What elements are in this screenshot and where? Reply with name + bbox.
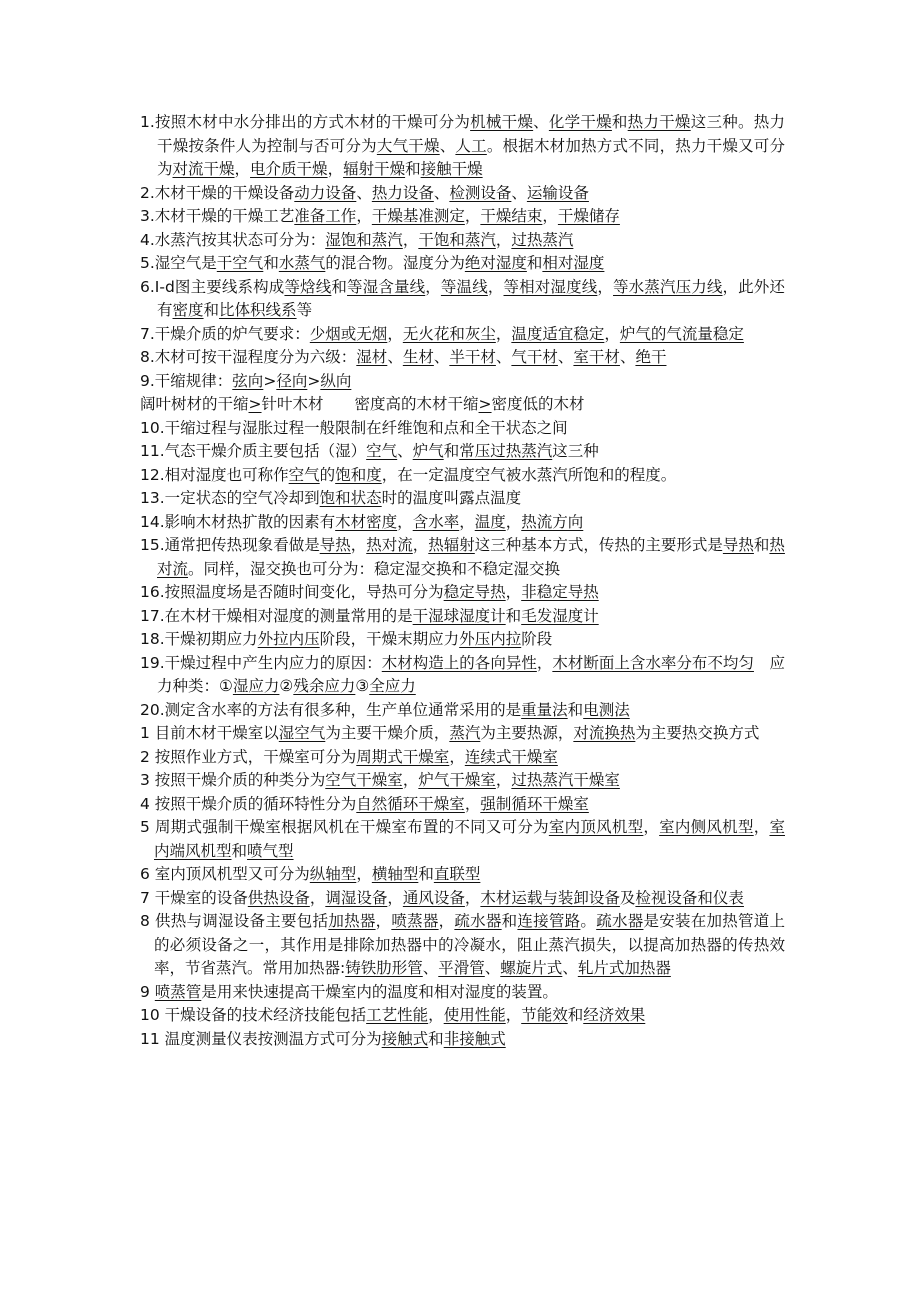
underlined-term: 导热 [319, 536, 351, 554]
underlined-term: 连续式干燥室 [464, 747, 558, 766]
text-run: 的混合物。湿度分为 [325, 254, 465, 272]
underlined-term: > [478, 395, 492, 413]
text-run: ， [387, 888, 403, 907]
underlined-term: 疏水器 [596, 912, 644, 930]
paragraph [140, 205, 785, 229]
text-run: ， [643, 818, 660, 836]
underlined-term: 湿应力 [232, 677, 280, 695]
underlined-term: 等水蒸汽压力线 [613, 277, 723, 296]
underlined-term: 干燥结束 [480, 207, 543, 225]
text-run: 等 [296, 301, 313, 319]
underlined-term: 热对流 [366, 536, 413, 554]
text-run: 为主要热源， [480, 724, 574, 742]
underlined-term: 含水率 [412, 512, 460, 531]
paragraph [140, 816, 785, 863]
text-run: 时的温度叫露点温度 [381, 489, 522, 507]
text-run: 、 [422, 959, 439, 977]
text-run: 3.木材干燥的干燥工艺 [140, 207, 295, 225]
underlined-term: 空气 [366, 442, 398, 460]
underlined-term: 等湿含量线 [347, 277, 426, 296]
text-run: ， [464, 888, 481, 907]
paragraph [140, 769, 785, 793]
text-run: 17.在木材干燥相对湿度的测量常用的是 [140, 606, 413, 625]
text-run: 15.通常把传热现象看做是 [140, 536, 320, 554]
underlined-term: 辐射干燥 [343, 160, 406, 178]
text-run: 19.干燥过程中产生内应力的原因： [140, 653, 382, 672]
paragraph [140, 182, 785, 206]
underlined-term: 径向 [276, 371, 308, 390]
underlined-term: 调湿设备 [325, 888, 388, 907]
text-run: 和 [331, 277, 348, 296]
text-run: 18.干燥初期应力 [140, 630, 258, 648]
text-run: 20.测定含水率的方法有很多种，生产单位通常采用的是 [140, 700, 522, 719]
underlined-term: 非接触式 [443, 1029, 506, 1048]
text-run: ， [495, 771, 512, 789]
text-run: 5.湿空气是 [140, 254, 217, 272]
text-run: ， [542, 207, 558, 225]
paragraph [140, 511, 785, 535]
text-run: 和 [231, 841, 248, 860]
underlined-term: 自然循环干燥室 [356, 794, 465, 813]
underlined-term: 蒸汽 [449, 724, 481, 742]
underlined-term: 接触式 [381, 1029, 429, 1048]
underlined-term: 室内顶风机型 [548, 818, 644, 836]
text-run: 这三种。热力干燥按条件人为控制与否可分为 [157, 113, 785, 155]
underlined-term: 通风设备 [402, 888, 465, 907]
text-run: ， [402, 771, 419, 789]
text-run: 、 [439, 136, 456, 155]
underlined-term: 弦向 [232, 371, 264, 390]
paragraph [140, 581, 785, 605]
underlined-term: 稳定导热 [443, 583, 506, 601]
text-run: 13.一定状态的空气冷却到 [140, 489, 320, 507]
text-run: > [263, 371, 277, 390]
paragraph [140, 276, 785, 323]
text-run: 、 [562, 959, 578, 977]
underlined-term: 温度 [474, 512, 506, 531]
underlined-term: 毛发湿度计 [521, 606, 599, 625]
text-run: ， [397, 512, 413, 531]
underlined-term: 常压过热蒸汽 [459, 442, 553, 460]
underlined-term: 螺旋片式 [500, 959, 563, 977]
text-run: ③ [355, 677, 370, 695]
paragraph [140, 346, 785, 370]
underlined-term: 运输设备 [526, 183, 589, 202]
underlined-term: 过热蒸汽 [511, 230, 574, 249]
underlined-term: 使用性能 [443, 1006, 506, 1024]
underlined-term: 空气干燥室 [325, 771, 403, 789]
paragraph [140, 722, 785, 746]
text-run: ， [428, 1006, 444, 1024]
text-run: 、 [433, 183, 450, 202]
underlined-term: 湿饱和蒸汽 [325, 230, 403, 249]
text-run: ， [412, 536, 429, 554]
text-run: ， [234, 160, 251, 178]
underlined-term: 无火花和灰尘 [402, 324, 496, 343]
text-run: 2 按照作业方式，干燥室可分为 [140, 747, 357, 766]
underlined-term: 木材构造上的各向异性 [381, 653, 537, 672]
text-run: 和 [567, 700, 584, 719]
text-run: 4.水蒸汽按其状态可分为： [140, 230, 326, 249]
underlined-term: 直联型 [433, 865, 481, 883]
text-run: 。同样，湿交换也可分为：稳定湿交换和不稳定湿交换 [188, 559, 561, 578]
underlined-term: 化学干燥 [548, 113, 612, 131]
underlined-term: 喷气型 [247, 841, 294, 860]
paragraph [140, 910, 785, 981]
text-run: 6 室内顶风机型又可分为 [140, 865, 310, 883]
paragraph [140, 487, 785, 511]
underlined-term: 准备工作 [294, 207, 357, 225]
underlined-term: 电测法 [583, 700, 630, 719]
underlined-term: 温度适宜稳定 [511, 324, 605, 343]
text-run: 这三种 [552, 442, 599, 460]
underlined-term: 等温线 [440, 277, 488, 296]
underlined-term: 供热设备 [247, 888, 310, 907]
text-run: 、 [533, 113, 549, 131]
underlined-term: 导热 [722, 536, 754, 554]
underlined-term: 木材密度 [335, 512, 398, 531]
text-run: 、 [619, 348, 636, 366]
text-run: 针叶木材 密度高的木材干缩 [261, 395, 479, 413]
text-run: 这三种基本方式，传热的主要形式是 [474, 536, 723, 554]
underlined-term: 气干材 [511, 348, 558, 366]
text-run: 和 [428, 1029, 444, 1048]
paragraph [140, 229, 785, 253]
underlined-term: 热流方向 [521, 512, 584, 531]
text-run: 10 干燥设备的技术经济技能包括 [140, 1006, 367, 1024]
text-run: ， [505, 1006, 522, 1024]
text-run: ， [350, 536, 367, 554]
text-run: 、 [484, 959, 501, 977]
underlined-term: 木材断面上含水率分布不均匀 [552, 653, 754, 672]
underlined-term: 炉气干燥室 [418, 771, 496, 789]
underlined-term: 干燥储存 [557, 207, 620, 225]
text-run: 1 目前木材干燥室以 [140, 724, 279, 742]
text-run: 7.干燥介质的炉气要求： [140, 324, 310, 343]
underlined-term: 等焓线 [284, 277, 332, 296]
paragraph [140, 605, 785, 629]
text-run: ② [279, 677, 294, 695]
text-run: 14.影响木材热扩散的因素有 [140, 512, 336, 531]
text-run: 阔叶树材的干缩 [140, 395, 249, 413]
text-run: > [307, 371, 321, 390]
underlined-term: 工艺性能 [366, 1006, 429, 1024]
underlined-term: 铸铁肋形管 [345, 959, 423, 977]
underlined-term: 相对湿度 [542, 254, 605, 272]
paragraph [140, 111, 785, 182]
underlined-term: 大气干燥 [376, 136, 440, 155]
text-run: 和 [501, 912, 518, 930]
text-run: ， [459, 512, 475, 531]
text-run: 9.干缩规律： [140, 371, 233, 390]
text-run: 阶段，干燥末期应力 [319, 630, 460, 648]
text-run: 为主要热交换方式 [635, 724, 760, 742]
paragraph [140, 370, 785, 394]
text-run: ， [356, 207, 372, 225]
text-run: 阶段 [521, 630, 553, 648]
underlined-term: 水蒸气 [278, 254, 326, 272]
text-run: 8 供热与调湿设备主要包括 [140, 912, 329, 930]
paragraph [140, 417, 785, 441]
text-run: 和 [505, 606, 522, 625]
paragraph [140, 699, 785, 723]
paragraph [140, 1004, 785, 1028]
underlined-term: 经济效果 [583, 1006, 646, 1024]
text-run: 8.木材可按干湿程度分为六级： [140, 348, 357, 366]
underlined-term: 残余应力 [293, 677, 356, 695]
text-run: ， [604, 324, 620, 343]
underlined-term: 检视设备和仪表 [635, 888, 744, 907]
paragraph [140, 652, 785, 699]
text-run: 。 [580, 912, 597, 930]
text-run: ， [425, 277, 441, 296]
paragraph [140, 464, 785, 488]
underlined-term: 等相对湿度线 [503, 277, 598, 296]
text-run: 、 [397, 442, 413, 460]
underlined-term: 电介质干燥 [250, 160, 328, 178]
underlined-term: 生材 [402, 348, 434, 366]
text-run: 10.干缩过程与湿胀过程一般限制在纤维饱和点和全干状态之间 [140, 418, 568, 437]
underlined-term: 外压内拉 [459, 630, 522, 648]
text-run: ， [449, 747, 465, 766]
underlined-term: 检测设备 [449, 183, 512, 202]
paragraph [140, 252, 785, 276]
text-run: ， [597, 277, 614, 296]
underlined-term: 室干材 [573, 348, 620, 366]
underlined-term: 室内端风机型 [154, 818, 785, 860]
underlined-term: 湿材 [356, 348, 388, 366]
underlined-term: 接触干燥 [420, 160, 483, 178]
underlined-term: > [248, 395, 262, 413]
text-run: 、 [433, 348, 450, 366]
paragraph [140, 1028, 785, 1052]
underlined-term: 横轴型 [371, 865, 419, 883]
underlined-term: 炉气的气流量稳定 [619, 324, 744, 343]
underlined-term: 绝对湿度 [464, 254, 527, 272]
underlined-term: 饱和度 [335, 465, 382, 484]
text-run: ， [505, 583, 522, 601]
text-run: 11 温度测量仪表按测温方式可分为 [140, 1029, 382, 1048]
underlined-term: 少烟或无烟 [309, 324, 388, 343]
underlined-term: 木材运载与装卸设备 [480, 888, 620, 907]
text-run: ， [495, 324, 512, 343]
underlined-term: 密度 [172, 301, 204, 319]
paragraph [140, 887, 785, 911]
paragraph [140, 746, 785, 770]
text-run: 是用来快速提高干燥室内的温度和相对湿度的装置。 [201, 982, 558, 1001]
text-run: 、 [511, 183, 527, 202]
text-run: 和 [443, 442, 460, 460]
text-run: 密度低的木材 [491, 395, 585, 413]
text-run: 和 [611, 113, 628, 131]
underlined-term: 动力设备 [294, 183, 357, 202]
text-run: 9 [140, 982, 155, 1001]
text-run: ， [327, 160, 344, 178]
text-run: ，在一定温度空气被水蒸汽所饱和的程度。 [381, 465, 677, 484]
underlined-term: 纵轴型 [309, 865, 357, 883]
underlined-term: 炉气 [412, 442, 444, 460]
underlined-term: 加热器 [328, 912, 376, 930]
text-run: ， [753, 818, 770, 836]
text-run: ， [438, 912, 455, 930]
underlined-term: 过热蒸汽干燥室 [511, 771, 620, 789]
text-run: 和 [405, 160, 421, 178]
text-run: ， [487, 277, 504, 296]
underlined-term: 平滑管 [438, 959, 485, 977]
underlined-term: 热力设备 [371, 183, 434, 202]
underlined-term: 喷蒸管 [154, 982, 202, 1001]
underlined-term: 疏水器 [454, 912, 502, 930]
text-run: ， [464, 794, 481, 813]
text-run: 和 [526, 254, 543, 272]
underlined-term: 热辐射 [428, 536, 475, 554]
underlined-term: 干燥基准测定 [371, 207, 465, 225]
text-run: 2.木材干燥的干燥设备 [140, 183, 295, 202]
paragraph [140, 981, 785, 1005]
text-run: ， [536, 653, 553, 672]
text-run: 及 [619, 888, 636, 907]
underlined-term: 非稳定导热 [521, 583, 599, 601]
text-run: 为主要干燥介质， [325, 724, 450, 742]
underlined-term: 强制循环干燥室 [480, 794, 589, 813]
underlined-term: 喷蒸器 [391, 912, 439, 930]
text-run: 、 [356, 183, 372, 202]
text-run: 。根据木材加热方式不同，热力干燥又可分为 [157, 136, 785, 178]
text-run: 的 [319, 465, 336, 484]
underlined-term: 热对流 [157, 536, 785, 578]
underlined-term: 热力干燥 [627, 113, 691, 131]
underlined-term: 机械干燥 [470, 113, 534, 131]
text-run: ， [387, 324, 403, 343]
underlined-term: 对流干燥 [172, 160, 235, 178]
text-run: 和 [753, 536, 770, 554]
underlined-term: 半干材 [449, 348, 496, 366]
text-run: ， [464, 207, 481, 225]
text-run: 和 [418, 865, 434, 883]
underlined-term: 纵向 [320, 371, 352, 390]
underlined-term: 周期式干燥室 [356, 747, 450, 766]
text-run: 11.气态干燥介质主要包括（湿） [140, 442, 367, 460]
text-run: ， [309, 888, 326, 907]
underlined-term: 室内侧风机型 [659, 818, 754, 836]
text-run: 和 [567, 1006, 584, 1024]
text-run: 3 按照干燥介质的种类分为 [140, 771, 326, 789]
paragraph [140, 628, 785, 652]
text-run: ， [505, 512, 522, 531]
text-run: 、 [557, 348, 574, 366]
text-run: 、 [387, 348, 403, 366]
text-run: 、 [495, 348, 512, 366]
text-run: 1.按照木材中水分排出的方式木材的干燥可分为 [140, 113, 471, 131]
underlined-term: 重量法 [521, 700, 568, 719]
text-run: ， [356, 865, 372, 883]
paragraph [140, 393, 785, 417]
underlined-term: 空气 [288, 465, 320, 484]
text-run: 应力种类：① [157, 653, 785, 695]
underlined-term: 轧片式加热器 [577, 959, 671, 977]
text-run: 和 [263, 254, 279, 272]
document-body [140, 111, 785, 1051]
text-run: 4 按照干燥介质的循环特性分为 [140, 794, 357, 813]
text-run: 16.按照温度场是否随时间变化，导热可分为 [140, 583, 444, 601]
underlined-term: 对流换热 [573, 724, 636, 742]
text-run: 12.相对湿度也可称作 [140, 465, 289, 484]
text-run: ， [375, 912, 392, 930]
paragraph [140, 323, 785, 347]
underlined-term: 人工 [455, 136, 487, 155]
text-run: ， [402, 230, 419, 249]
underlined-term: 干饱和蒸汽 [418, 230, 496, 249]
paragraph [140, 863, 785, 887]
text-run: ， [495, 230, 512, 249]
text-run: 和 [203, 301, 220, 319]
paragraph [140, 534, 785, 581]
underlined-term: 湿空气 [278, 724, 326, 742]
underlined-term: 外拉内压 [257, 630, 320, 648]
underlined-term: 干空气 [216, 254, 264, 272]
underlined-term: 绝干 [635, 348, 667, 366]
underlined-term: 节能效 [521, 1006, 568, 1024]
text-run: ，此外还有 [157, 277, 785, 319]
text-run: 是安装在加热管道上的必须设备之一，其作用是排除加热器中的冷凝水，阻止蒸汽损失，以提高加热器的传热效率，节省蒸汽。常用加热器: [154, 912, 785, 977]
paragraph [140, 793, 785, 817]
underlined-term: 全应力 [369, 677, 416, 695]
underlined-term: 饱和状态 [319, 489, 382, 507]
text-run: 7 干燥室的设备 [140, 888, 248, 907]
paragraph [140, 440, 785, 464]
underlined-term: 干湿球湿度计 [412, 606, 506, 625]
underlined-term: 连接管路 [517, 912, 581, 930]
underlined-term: 比体积线系 [219, 301, 297, 319]
text-run: 5 周期式强制干燥室根据风机在干燥室布置的不同又可分为 [140, 818, 549, 836]
text-run: 6.I-d图主要线系构成 [140, 277, 285, 296]
